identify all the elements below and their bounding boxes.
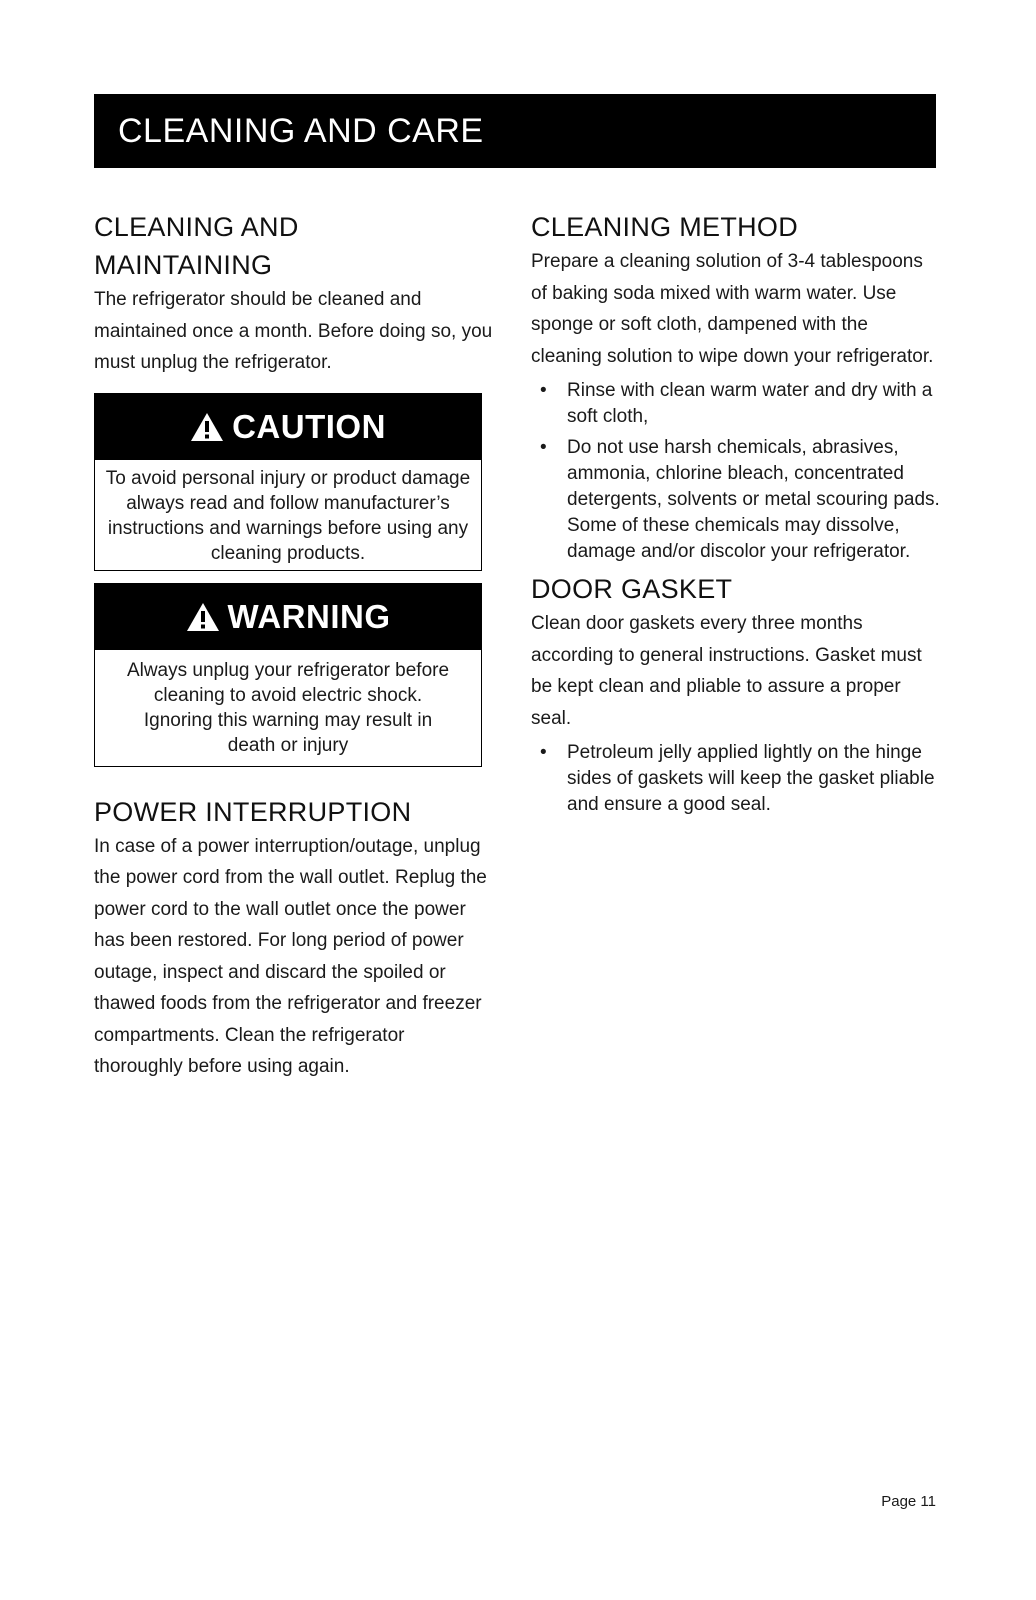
method-heading: CLEANING METHOD (531, 212, 799, 242)
warning-label: WARNING (227, 597, 391, 635)
gasket-text: Clean door gaskets every three months according to general instructions. Gasket must be kept clean and pliable to assure a proper seal. (531, 613, 922, 729)
caution-text: To avoid personal injury or product damage always read and follow manufacturer’s instructions and warnings before using any cleaning products. (105, 467, 471, 564)
maintaining-heading: CLEANING AND MAINTAINING (94, 212, 299, 280)
list-item (531, 740, 941, 818)
gasket-heading: DOOR GASKET (531, 574, 733, 604)
bullet-marker: • (540, 380, 547, 401)
power-heading: POWER INTERRUPTION (94, 796, 412, 827)
method-section (531, 208, 941, 565)
page-title: CLEANING AND CARE (118, 111, 484, 150)
power-text: In case of a power interruption/outage, unplug the power cord from the wall outlet. Replug the power cord to the wall outlet once the power has been restored. For long period of power outage, inspect and discard the spoiled or thawed foods from the refrigerator and freezer compartments. Clean the refrigerator thoroughly before using again. (94, 835, 487, 1077)
left-column (94, 208, 494, 1083)
list-item (531, 378, 941, 430)
warning-text: Always unplug your refrigerator before cleaning to avoid electric shock. Ignoring this warning may result in death or injury (126, 659, 450, 756)
method-bullets (531, 378, 941, 565)
caution-box (94, 393, 482, 571)
maintaining-text: The refrigerator should be cleaned and maintained once a month. Before doing so, you must unplug the refrigerator. (94, 289, 493, 373)
gasket-section (531, 570, 941, 818)
list-item-text: Rinse with clean warm water and dry with a soft cloth, (567, 380, 933, 427)
right-column (531, 208, 941, 823)
list-item (531, 435, 941, 565)
bullet-marker: • (540, 742, 547, 763)
power-section (94, 793, 494, 1083)
warning-triangle-icon (190, 412, 224, 442)
maintaining-section (94, 208, 494, 379)
gasket-bullets (531, 740, 941, 818)
caution-header (95, 394, 481, 460)
method-text: Prepare a cleaning solution of 3-4 tablespoons of baking soda mixed with warm water. Use sponge or soft cloth, dampened with the cleaning solution to wipe down your refrigerator. (531, 251, 934, 367)
bullet-marker: • (540, 437, 547, 458)
caution-label: CAUTION (232, 407, 386, 445)
section-title-banner (94, 94, 936, 168)
page-number: Page 11 (881, 1493, 936, 1510)
warning-triangle-icon (186, 602, 220, 632)
warning-box (94, 583, 482, 767)
warning-header (95, 584, 481, 650)
list-item-text: Do not use harsh chemicals, abrasives, ammonia, chlorine bleach, concentrated detergents, solvents or metal scouring pads. Some of these chemicals may dissolve, damage and/or discolor your refrigerator. (567, 437, 940, 562)
list-item-text: Petroleum jelly applied lightly on the hinge sides of gaskets will keep the gasket pliable and ensure a good seal. (567, 742, 935, 815)
